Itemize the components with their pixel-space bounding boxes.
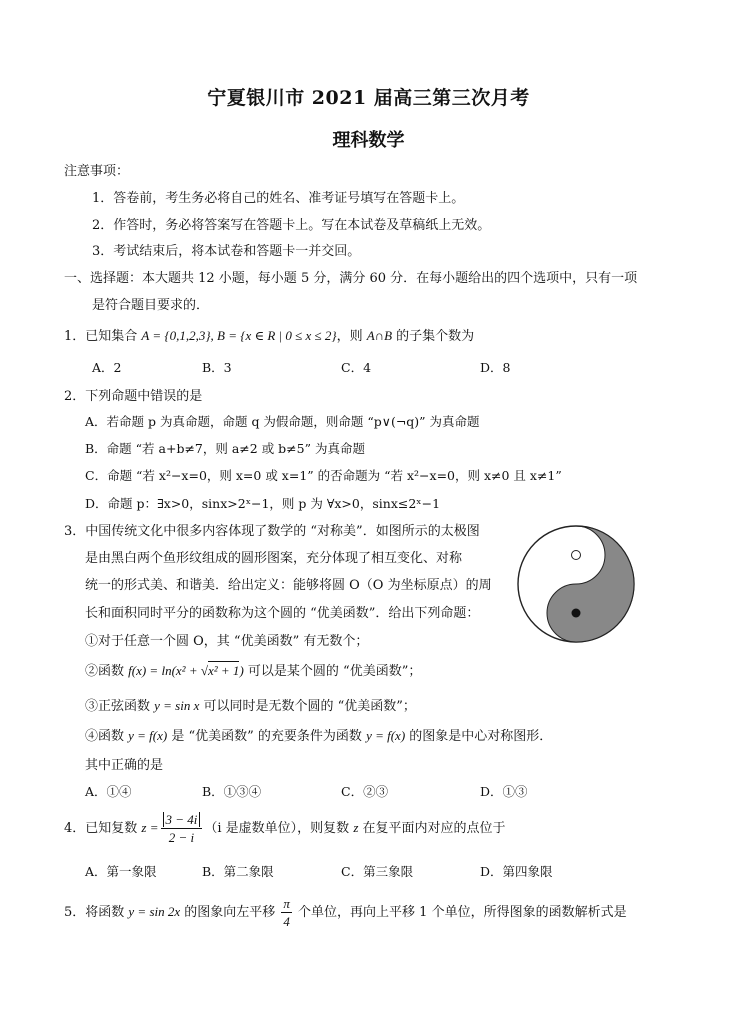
exam-title: 宁夏银川市 2021 届高三第三次月考	[207, 87, 530, 109]
q3-statement-4	[85, 725, 552, 744]
q3-option-a: A．①④	[85, 784, 132, 799]
q3-s2-plus: +	[185, 663, 201, 678]
q5-numerator: π	[283, 896, 290, 911]
q3-s3-expr: y = sin x	[154, 698, 200, 713]
q3-s4-expr2: y = f(x)	[366, 728, 406, 743]
q3-option-b: B．①③④	[202, 784, 262, 799]
q3-line-3: 统一的形式美、和谐美．给出定义：能够将圆 O（O 为坐标原点）的周	[85, 578, 492, 593]
q3-statement-1: ①对于任意一个圆 O，其 “优美函数” 有无数个；	[85, 634, 369, 649]
section-heading-line1: 一、选择题：本大题共 12 小题，每小题 5 分，满分 60 分．在每小题给出的四个选项中，只有一项	[64, 271, 638, 286]
taiji-light-eye	[572, 551, 581, 560]
q5-expr: y = sin 2x	[128, 904, 181, 919]
q4-prefix: 4．已知复数	[64, 821, 142, 836]
exam-subject: 理科数学	[332, 130, 405, 151]
question-4-stem	[64, 813, 506, 844]
q1-option-d: D．8	[480, 360, 511, 375]
question-1-stem	[64, 325, 474, 344]
q1-option-a: A．2	[92, 360, 122, 375]
q4-option-c: C．第三象限	[341, 864, 414, 879]
q3-s2-radicand: x² + 1	[207, 663, 240, 678]
q3-line-2: 是由黑白两个鱼形纹组成的圆形图案，充分体现了相互变化、对称	[85, 551, 463, 566]
q5-fraction	[281, 897, 292, 928]
q1-sets: A = {0,1,2,3}, B = {x ∈ R | 0 ≤ x ≤ 2}	[141, 328, 337, 343]
q5-denominator: 4	[283, 914, 290, 929]
question-2-stem: 2．下列命题中错误的是	[64, 389, 203, 404]
q4-fraction	[161, 813, 203, 844]
q3-s2-post: 可以是某个圆的 “优美函数”；	[243, 664, 422, 679]
q4-option-a: A．第一象限	[85, 864, 157, 879]
notice-heading: 注意事项：	[64, 164, 130, 179]
question-5-stem	[64, 897, 627, 928]
q3-s3-prefix: ③正弦函数	[85, 699, 155, 714]
q2-option-a: A．若命题 p 为真命题，命题 q 为假命题，则命题 “p∨(¬q)” 为真命题	[85, 414, 480, 429]
q3-s4-prefix: ④函数	[85, 729, 129, 744]
q1-option-c: C．4	[341, 360, 372, 375]
q4-suffix: 在复平面内对应的点位于	[358, 821, 506, 836]
q2-option-c: C．命题 “若 x²−x=0，则 x=0 或 x=1” 的否命题为 “若 x²−x=0，则 x≠0 且 x≠1”	[85, 468, 562, 483]
q5-prefix: 5．将函数	[64, 905, 129, 920]
q3-line-4: 长和面积同时平分的函数称为这个圆的 “优美函数”．给出下列命题：	[85, 606, 480, 621]
q4-mid: （i 是虚数单位），则复数	[204, 821, 354, 836]
q5-mid: 的图象向左平移	[180, 905, 280, 920]
q4-option-d: D．第四象限	[480, 864, 553, 879]
q1-option-b: B．3	[202, 360, 232, 375]
q3-s2-close: )	[239, 663, 244, 678]
q3-s2-sqrt-sign: √	[200, 663, 208, 678]
q3-statement-3	[85, 695, 416, 714]
q4-z: z =	[141, 820, 159, 835]
q3-option-c: C．②③	[341, 784, 389, 799]
q3-s4-mid: 是 “优美函数” 的充要条件为函数	[167, 729, 367, 744]
q4-option-b: B．第二象限	[202, 864, 274, 879]
q3-s3-post: 可以同时是无数个圆的 “优美函数”；	[199, 699, 416, 714]
notice-item-2: 2．作答时，务必将答案写在答题卡上。写在本试卷及草稿纸上无效。	[92, 218, 491, 233]
q1-prefix: 1．已知集合	[64, 329, 142, 344]
notice-item-3: 3．考试结束后，将本试卷和答题卡一并交回。	[92, 244, 361, 259]
q3-ask: 其中正确的是	[85, 758, 164, 773]
taiji-dark-eye	[572, 609, 581, 618]
q1-suffix: 的子集个数为	[392, 329, 475, 344]
notice-item-1: 1．答卷前，考生务必将自己的姓名、准考证号填写在答题卡上。	[92, 191, 465, 206]
q4-numerator-abs: 3 − 4i	[163, 812, 201, 827]
q3-s2-prefix: ②函数	[85, 664, 129, 679]
q4-zvar: z	[353, 820, 359, 835]
q4-numerator	[161, 813, 203, 829]
q1-suffix-pre: ，则	[336, 329, 367, 344]
q3-option-d: D．①③	[480, 784, 528, 799]
q3-s4-expr1: y = f(x)	[128, 728, 168, 743]
q1-expr: A∩B	[366, 328, 393, 343]
q2-option-d: D．命题 p：∃x>0，sinx>2ˣ−1，则 p 为 ∀x>0，sinx≤2ˣ−1	[85, 496, 441, 511]
q4-denominator: 2 − i	[168, 830, 195, 845]
q5-suffix: 个单位，再向上平移 1 个单位，所得图象的函数解析式是	[293, 905, 627, 920]
q3-s4-post: 的图象是中心对称图形．	[405, 729, 553, 744]
section-heading-line2: 是符合题目要求的．	[92, 298, 210, 313]
taiji-figure	[515, 523, 637, 645]
q3-statement-2	[85, 660, 421, 679]
q2-option-b: B．命题 “若 a+b≠7，则 a≠2 或 b≠5” 为真命题	[85, 441, 365, 456]
q3-line-1: 3．中国传统文化中很多内容体现了数学的 “对称美”．如图所示的太极图	[64, 524, 480, 539]
q3-s2-fx: f(x) = ln(x²	[128, 663, 186, 678]
